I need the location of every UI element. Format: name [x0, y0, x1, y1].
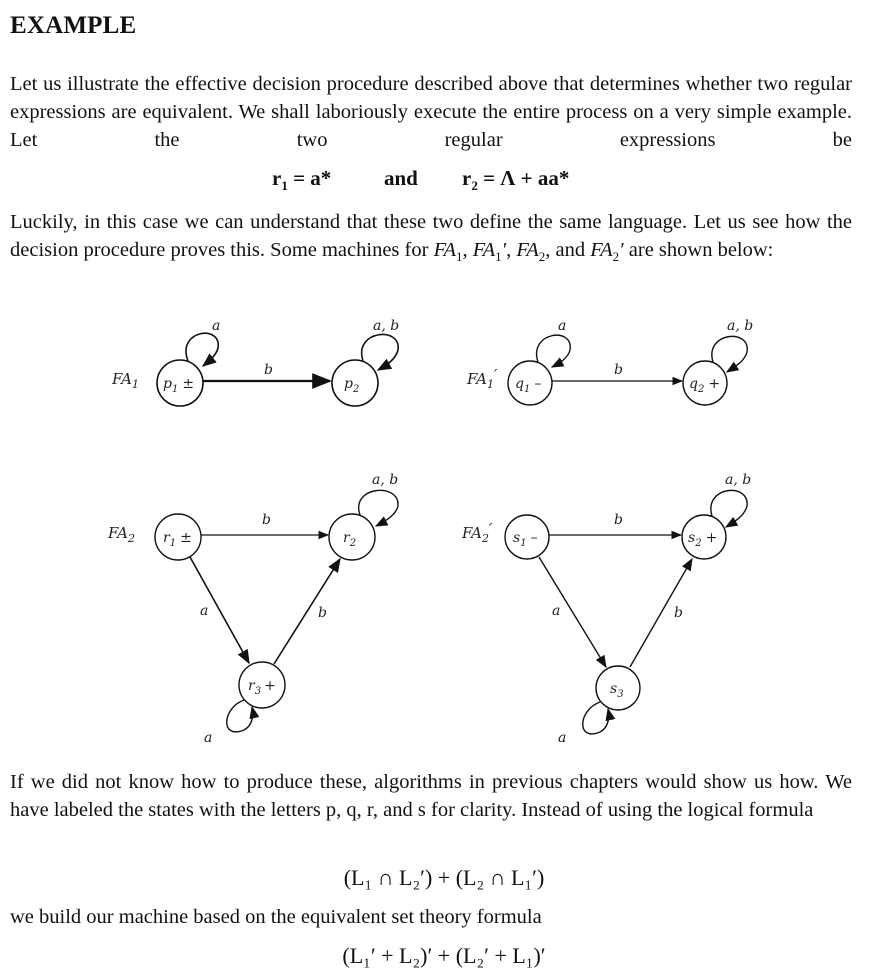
edge-r3-r2-label: b [318, 605, 327, 621]
loop-s2 [711, 490, 747, 527]
edge-r3-r2 [274, 559, 340, 664]
edge-s1-s3 [539, 557, 606, 667]
edge-r1-r3-label: a [200, 603, 209, 619]
loop-r3-label: a [204, 730, 213, 746]
diagram-fa1 [111, 318, 399, 406]
loop-r2 [359, 490, 398, 526]
loop-p1 [186, 333, 218, 366]
edge-r1-r2-label: b [262, 512, 271, 528]
fa1-label: $FA_1$ [112, 370, 139, 391]
edge-s3-s2-label: b [674, 605, 683, 621]
state-s3-label: $s_3$ [610, 681, 624, 700]
diagram-fa2 [107, 472, 398, 746]
equation-r2: $r_2 = \Lambda + aa*$ [462, 166, 570, 194]
state-r2-label: $r_2$ [343, 530, 357, 549]
state-r1 [155, 514, 201, 560]
section-heading: EXAMPLE [10, 12, 137, 39]
state-r2 [329, 514, 375, 560]
equation-and: and [384, 166, 418, 190]
state-r1-label: $r_1$ ± [163, 530, 192, 549]
loop-q2 [712, 336, 747, 372]
set-theory-formula: (L₁′ + L₂)′ + (L₂′ + L₁)′ [342, 943, 546, 968]
intro-paragraph: Let us illustrate the effective decision procedure described above that determines whether two regular expressions are equivalent. We shall laboriously execute the entire process on a very simple example. Let the two regular expressions be [10, 73, 852, 151]
state-s3 [596, 666, 640, 710]
algorithms-paragraph: If we did not know how to produce these, algorithms in previous chapters would show us how. We have labeled the states with the letters p, q, r, and s for clarity. Instead of using the logical formula [10, 771, 852, 821]
logical-formula: (L₁ ∩ L₂′) + (L₂ ∩ L₁′) [343, 865, 545, 890]
loop-p2 [362, 334, 399, 370]
diagram-fa1-prime [466, 318, 753, 405]
state-r3-label: $r_3$ + [248, 678, 276, 697]
loop-s2-label: a, b [725, 472, 752, 488]
loop-q1-label: a [558, 318, 567, 334]
state-p2 [332, 360, 378, 406]
loop-p2-label: a, b [373, 318, 400, 334]
loop-r3 [227, 700, 253, 732]
state-s1 [505, 515, 549, 559]
loop-s3-label: a [558, 730, 567, 746]
state-q1-label: $q_1$ – [515, 376, 542, 395]
set-theory-paragraph: we build our machine based on the equivalent set theory formula [10, 906, 542, 928]
state-s1-label: $s_1$ – [513, 530, 538, 549]
equation-r1: $r_1 = a*$ [272, 166, 332, 194]
state-s2-label: $s_2$ + [688, 530, 718, 549]
loop-q1 [537, 335, 571, 367]
loop-p1-label: a [212, 318, 221, 334]
edge-p1-p2-label: b [264, 362, 273, 378]
edge-s1-s2-label: b [614, 512, 623, 528]
loop-q2-label: a, b [727, 318, 754, 334]
edge-q1-q2-label: b [614, 362, 623, 378]
edge-r1-r3 [190, 557, 249, 663]
state-p1-label: $p_1$ ± [163, 376, 195, 395]
state-r3 [239, 662, 285, 708]
loop-s3 [583, 702, 609, 734]
state-p2-label: $p_2$ [344, 376, 360, 395]
machines-paragraph: Luckily, in this case we can understand that these two define the same language. Let us see how the decision procedure proves this. Some machines for $FA_1$, $FA_1'$, $FA_2$, and $FA_2'$ are shown below: [10, 211, 852, 265]
fa2p-label: $FA_2'$ [462, 520, 493, 545]
edge-s1-s3-label: a [552, 603, 561, 619]
state-q2-label: $q_2$ + [689, 376, 721, 395]
loop-r2-label: a, b [372, 472, 399, 488]
fa2-label: $FA_2$ [108, 524, 135, 545]
fa1p-label: $FA_1'$ [467, 366, 498, 391]
diagram-fa2-prime [461, 472, 751, 746]
